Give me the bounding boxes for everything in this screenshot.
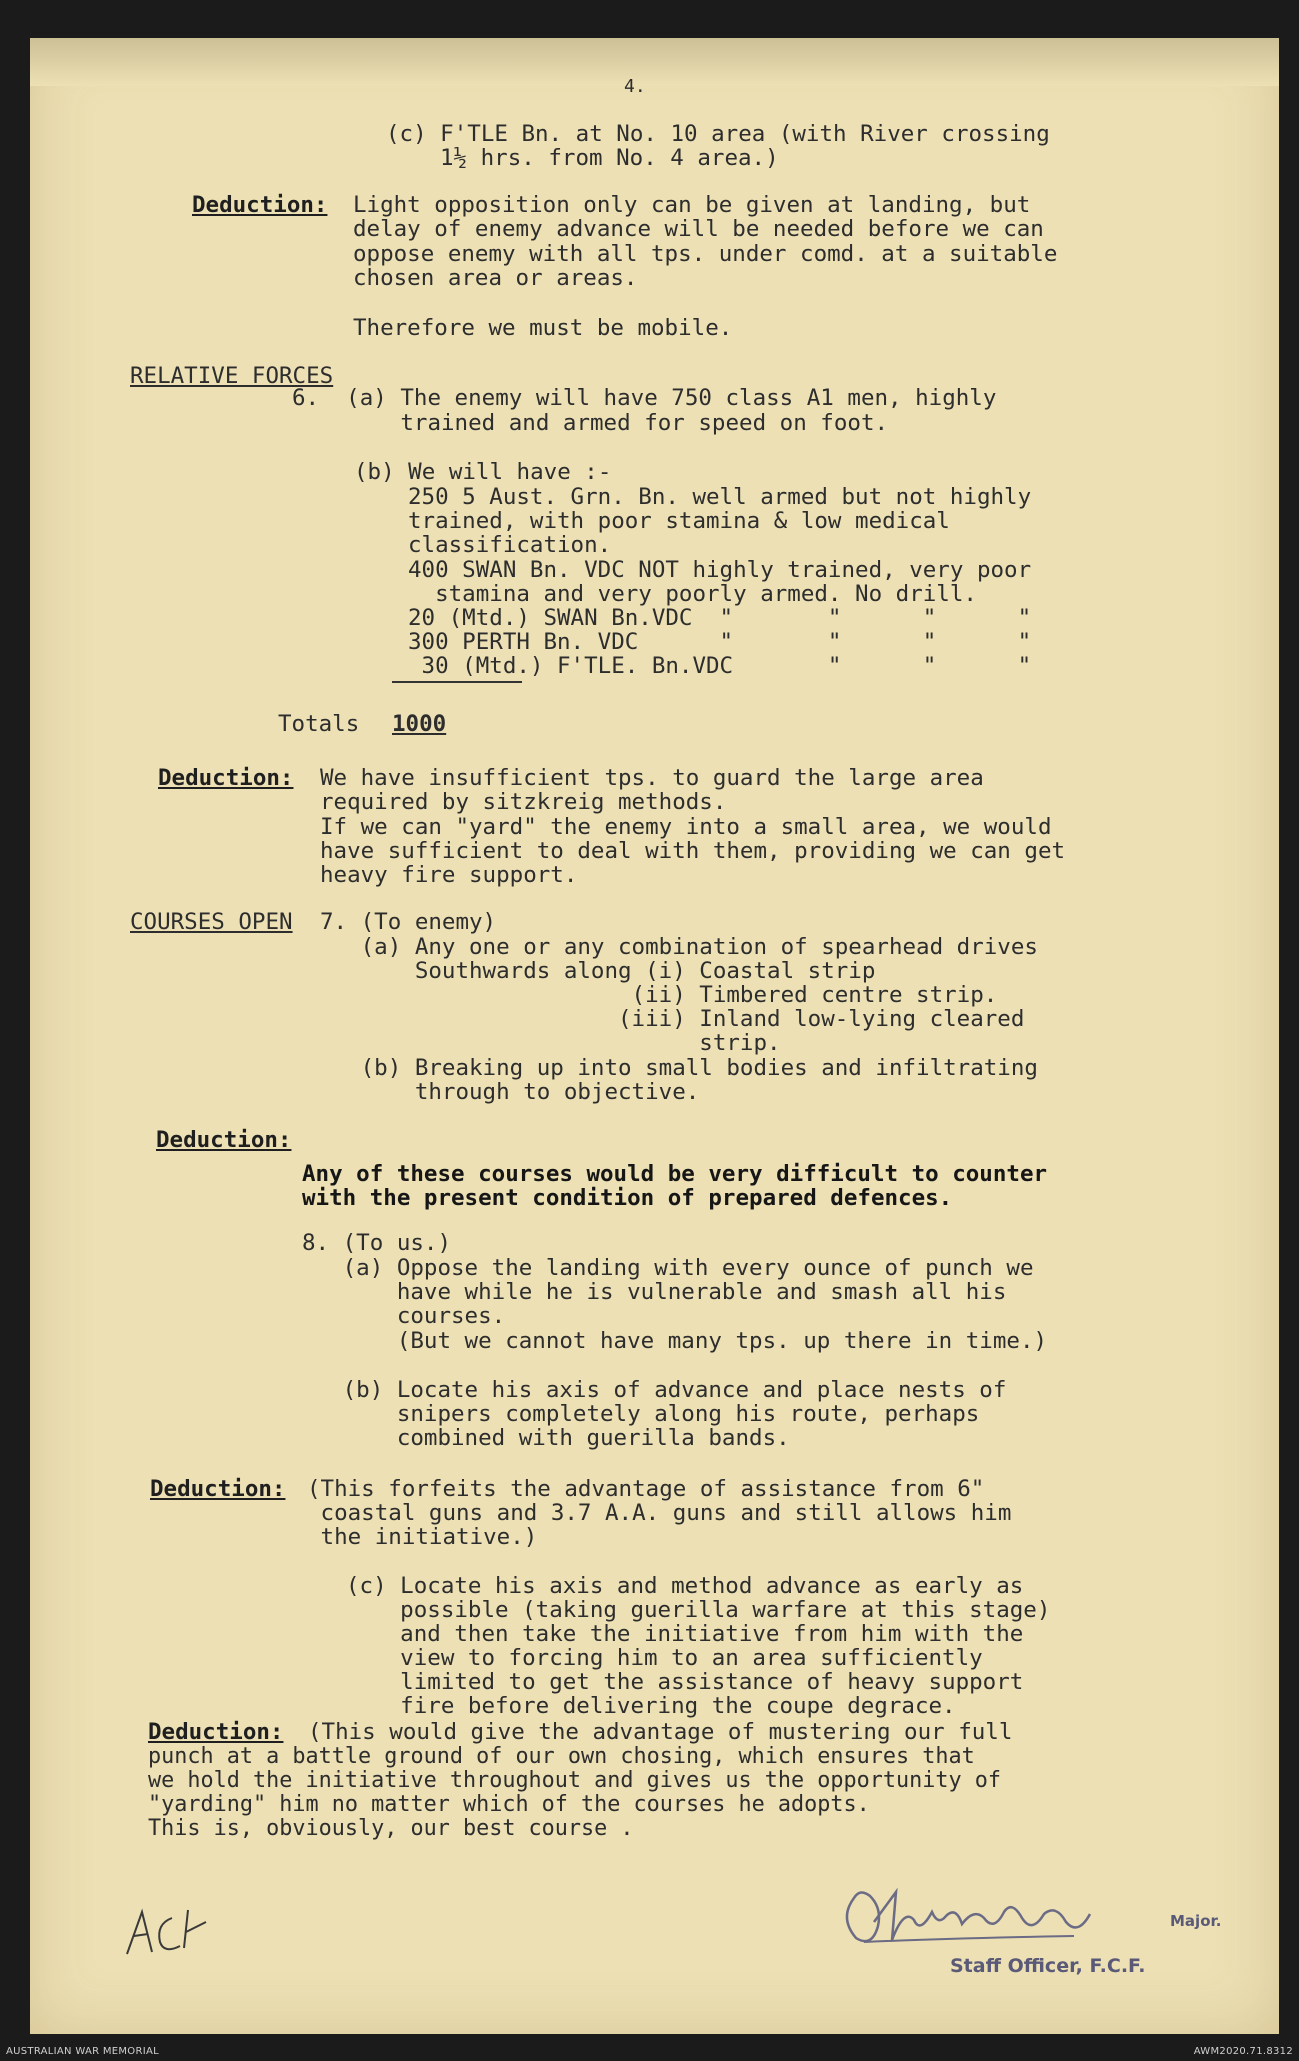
deduction-line: This is, obviously, our best course . (148, 1816, 634, 1841)
para7-line: 7. (To enemy) (320, 909, 497, 935)
footer-source: AUSTRALIAN WAR MEMORIAL (6, 2046, 159, 2057)
deduction-line: If we can "yard" the enemy into a small area, we would (320, 814, 1052, 840)
deduction-line: with the present condition of prepared defences. (302, 1185, 953, 1211)
para6a-line: trained and armed for speed on foot. (292, 410, 889, 436)
para8c-line: view to forcing him to an area sufficiently (346, 1645, 983, 1671)
page-number: 4. (624, 76, 646, 97)
initials-icon (122, 1902, 212, 1962)
force-line: stamina and very poorly armed. No drill. (408, 581, 977, 607)
para7-line: (a) Any one or any combination of spearhead drives (320, 934, 1038, 960)
force-line: 300 PERTH Bn. VDC " " " " (408, 629, 1032, 655)
para8-line: snipers completely along his route, perhaps (302, 1401, 980, 1427)
deduction-line: the initiative.) (307, 1524, 538, 1550)
para8-line: courses. (302, 1303, 506, 1329)
deduction-line: delay of enemy advance will be needed before we can (353, 216, 1044, 242)
deduction-line: oppose enemy with all tps. under comd. at a suitable (353, 241, 1058, 267)
relative-forces-heading: RELATIVE FORCES (130, 363, 334, 389)
para7-line: Southwards along (i) Coastal strip (320, 958, 876, 984)
deduction-line: required by sitzkreig methods. (320, 789, 727, 815)
force-line: 400 SWAN Bn. VDC NOT highly trained, very poor (408, 557, 1032, 583)
deduction-line: coastal guns and 3.7 A.A. guns and still allows him (307, 1500, 1012, 1526)
totals-value: 1000 (392, 711, 447, 737)
footer-reference: AWM2020.71.8312 (1193, 2046, 1293, 2057)
deduction-line: (This forfeits the advantage of assistance from 6" (307, 1476, 985, 1502)
sum-rule (392, 681, 522, 683)
deduction-line: have sufficient to deal with them, providing we can get (320, 838, 1066, 864)
totals-label: Totals (278, 711, 360, 737)
stamp-rank: Major. (1170, 1912, 1222, 1930)
deduction-line: punch at a battle ground of our own chosing, which ensures that (148, 1744, 975, 1769)
para8c-line: limited to get the assistance of heavy support (346, 1669, 1024, 1695)
para5c-line: (c) F'TLE Bn. at No. 10 area (with River crossing (386, 121, 1050, 147)
para8c-line: and then take the initiative from him with the (346, 1621, 1024, 1647)
deduction-line: chosen area or areas. (353, 265, 638, 291)
deduction-label: Deduction: (150, 1476, 286, 1502)
para8-line: (a) Oppose the landing with every ounce of punch we (302, 1255, 1034, 1281)
force-line: 20 (Mtd.) SWAN Bn.VDC " " " " (408, 605, 1032, 631)
deduction-line: "yarding" him no matter which of the courses he adopts. (148, 1792, 870, 1817)
deduction-line: Light opposition only can be given at landing, but (353, 192, 1031, 218)
para7-line: (ii) Timbered centre strip. (320, 982, 998, 1008)
deduction-line: Any of these courses would be very difficult to counter (302, 1161, 1048, 1187)
force-line: 30 (Mtd.) F'TLE. Bn.VDC " " " (408, 653, 1032, 679)
para8-line: have while he is vulnerable and smash all his (302, 1279, 1007, 1305)
force-line: trained, with poor stamina & low medical (408, 508, 950, 534)
deduction-label: Deduction: (158, 765, 294, 791)
para5c-line: 1½ hrs. from No. 4 area.) (440, 145, 779, 171)
deduction-label: Deduction: (148, 1719, 284, 1745)
para7-line: through to objective. (320, 1079, 700, 1105)
para7-line: (iii) Inland low-lying cleared (320, 1006, 1025, 1032)
paper-top-edge (30, 38, 1279, 86)
para6b-intro: (b) We will have :- (354, 459, 612, 485)
para8c-line: (c) Locate his axis and method advance as early as (346, 1573, 1024, 1599)
para8c-line: possible (taking guerilla warfare at this stage) (346, 1597, 1051, 1623)
para8-line: combined with guerilla bands. (302, 1425, 790, 1451)
para8-line: (But we cannot have many tps. up there in time.) (302, 1328, 1048, 1354)
para7-line: (b) Breaking up into small bodies and infiltrating (320, 1055, 1038, 1081)
deduction-label: Deduction: (192, 192, 328, 218)
force-line: 250 5 Aust. Grn. Bn. well armed but not highly (408, 484, 1032, 510)
para8-line: 8. (To us.) (302, 1230, 452, 1256)
para8c-line: fire before delivering the coupe degrace. (346, 1693, 956, 1719)
deduction-line: heavy fire support. (320, 862, 578, 888)
deduction-line: (This would give the advantage of mustering our full (308, 1719, 1013, 1745)
deduction-line: we hold the initiative throughout and gives us the opportunity of (148, 1768, 1001, 1793)
courses-open-heading: COURSES OPEN (130, 909, 293, 935)
force-line: classification. (408, 532, 612, 558)
para8-line: (b) Locate his axis of advance and place nests of (302, 1377, 1007, 1403)
para6a-line: 6. (a) The enemy will have 750 class A1 men, highly (292, 385, 997, 411)
stamp-title: Staff Officer, F.C.F. (950, 1955, 1146, 1977)
deduction-label: Deduction: (156, 1127, 292, 1153)
deduction-line: Therefore we must be mobile. (353, 315, 733, 341)
deduction-line: We have insufficient tps. to guard the large area (320, 765, 984, 791)
para7-line: strip. (320, 1030, 781, 1056)
document-page (30, 38, 1279, 2034)
